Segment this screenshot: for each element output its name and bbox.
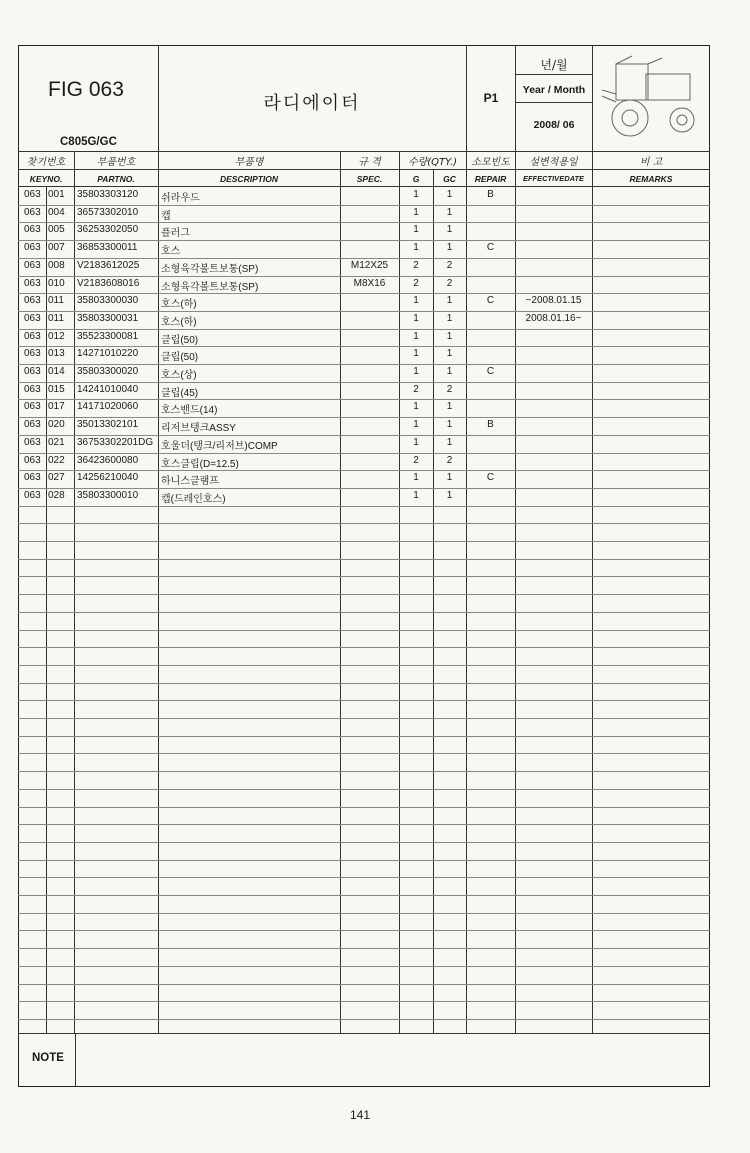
cell-repair: B [487,189,494,200]
cell-fig: 063 [24,277,41,289]
cell-spec: M8X16 [353,277,386,289]
cell-partno: 35803300010 [77,489,139,501]
cell-description: 호스(하) [161,299,197,311]
tractor-illustration [596,50,706,146]
table-row [18,470,710,488]
cell-partno: 35803303120 [77,189,139,200]
cell-fig: 063 [24,312,41,324]
table-row [18,364,710,382]
cell-partno: V2183612025 [77,259,140,271]
row-rule [18,789,710,790]
cell-keyno: 011 [48,312,64,324]
cell-description: 리저브탱크ASSY [161,423,236,435]
cell-fig: 063 [24,295,41,307]
cell-keyno: 022 [48,454,65,466]
cell-description: 하니스클램프 [161,476,219,488]
cell-description: 클립(45) [161,387,199,399]
cell-spec: M12X25 [350,259,389,271]
table-row [18,399,710,417]
cell-description: 호울더(탱크/리저브)COMP [161,440,278,452]
note-top-line [18,1033,710,1034]
table-row [18,311,710,329]
cell-qty-gc: 1 [446,224,453,236]
cell-qty-gc: 1 [446,436,453,448]
row-rule [18,930,710,931]
col-keyno-eng: KEYNO. [29,174,63,184]
col-spec-kor: 규 격 [358,157,381,168]
cell-partno: 14256210040 [77,472,139,484]
cell-qty-gc: 1 [446,366,453,377]
page-title: 라디에이터 [263,93,361,114]
row-rule [18,559,710,560]
row-rule [18,753,710,754]
cell-qty-g: 1 [413,224,419,236]
row-rule [18,594,710,595]
cell-qty-gc: 1 [446,348,453,360]
cell-qty-gc: 1 [446,295,453,307]
col-desc-eng: DESCRIPTION [219,174,279,184]
fig-label: FIG 063 [48,78,124,101]
table-row [18,205,710,223]
row-rule [18,842,710,843]
cell-description: 캡 [161,210,171,222]
year-month-value: 2008/ 06 [533,119,575,131]
cell-qty-gc: 2 [446,277,453,289]
cell-description: 캡(드레인호스) [161,493,226,505]
cell-qty-gc: 1 [446,419,453,431]
cell-partno: 35523300081 [77,330,139,342]
cell-qty-gc: 2 [446,259,453,271]
cell-partno: 14171020060 [77,401,139,413]
cell-keyno: 001 [48,189,65,200]
cell-description: 클립(50) [161,334,199,346]
cell-description: 쉬라우드 [161,193,200,204]
cell-keyno: 014 [48,366,65,377]
cell-fig: 063 [24,472,41,484]
row-rule [18,895,710,896]
table-row [18,346,710,364]
cell-description: 소형육각볼트보통(SP) [161,263,259,275]
cell-keyno: 015 [48,383,65,395]
col-partno-kor: 부품번호 [96,157,136,168]
cell-description: 호스클립(D=12.5) [161,458,239,470]
table-row [18,222,710,240]
cell-partno: 36753302201DG [77,436,154,448]
cell-keyno: 021 [48,436,65,448]
row-rule [18,736,710,737]
cell-qty-g: 1 [413,312,419,324]
cell-qty-gc: 1 [446,489,453,501]
cell-qty-g: 2 [413,383,419,395]
cell-partno: V2183608016 [77,277,140,289]
col-qty-kor: 수량(QTY.) [407,157,458,168]
table-row [18,187,710,205]
cell-fig: 063 [24,330,41,342]
row-rule [18,948,710,949]
row-rule [18,877,710,878]
table-row [18,382,710,400]
cell-qty-g: 2 [413,259,419,271]
cell-description: 소형육각볼트보통(SP) [161,281,259,293]
year-month-kor: 년/월 [540,58,568,72]
cell-fig: 063 [24,348,41,360]
model-label: C805G/GC [60,136,117,148]
cell-qty-g: 2 [413,454,419,466]
row-rule [18,523,710,524]
cell-partno: 36573302010 [77,206,139,218]
cell-fig: 063 [24,454,41,466]
row-rule [18,771,710,772]
row-rule [18,665,710,666]
cell-qty-g: 1 [413,189,419,200]
row-rule [18,576,710,577]
col-repair-eng: REPAIR [474,174,507,184]
cell-qty-g: 1 [413,348,419,360]
col-repair-kor: 소모빈도 [471,157,510,168]
cell-partno: 36853300011 [77,242,138,254]
table-row [18,435,710,453]
cell-partno: 35803300030 [77,295,139,307]
row-rule [18,630,710,631]
cell-description: 플러그 [161,228,190,240]
row-rule [18,1001,710,1002]
cell-fig: 063 [24,489,41,501]
cell-fig: 063 [24,242,41,254]
page-indicator: P1 [483,91,499,105]
cell-partno: 35803300020 [77,366,139,377]
cell-fig: 063 [24,401,41,413]
cell-fig: 063 [24,259,41,271]
table-row [18,293,710,311]
cell-keyno: 028 [48,489,65,501]
qty-divider [399,169,465,170]
cell-description: 호스밴드(14) [161,405,218,417]
cell-qty-g: 2 [413,277,419,289]
cell-repair: C [486,295,495,307]
cell-description: 호스(하) [161,316,197,328]
cell-description: 호스(상) [161,370,197,381]
year-month-divider-2 [515,102,592,103]
col-qty-gc: GC [443,174,456,184]
cell-qty-gc: 1 [446,330,453,342]
cell-qty-g: 1 [413,419,419,431]
cell-qty-g: 1 [413,366,419,377]
cell-keyno: 011 [48,295,64,307]
cell-keyno: 013 [48,348,65,360]
row-rule [18,807,710,808]
cell-qty-gc: 1 [446,312,453,324]
cell-repair: C [486,242,495,254]
cell-keyno: 017 [48,401,65,413]
cell-partno: 36253302050 [77,224,139,236]
col-qty-g: G [412,174,420,184]
column-header-mid-line [18,169,710,170]
cell-keyno: 012 [48,330,65,342]
cell-partno: 35803300031 [77,312,139,324]
year-month-divider-1 [515,74,592,75]
row-rule [18,1019,710,1020]
cell-qty-gc: 1 [446,206,453,218]
row-rule [18,612,710,613]
cell-repair: B [487,419,494,431]
col-partno-eng: PARTNO. [97,174,135,184]
year-month-eng: Year / Month [522,84,586,96]
row-rule [18,984,710,985]
cell-fig: 063 [24,419,41,431]
cell-repair: C [486,366,495,377]
cell-qty-g: 1 [413,489,419,501]
cell-qty-g: 1 [413,401,419,413]
row-rule [18,966,710,967]
table-row [18,453,710,471]
table-row [18,329,710,347]
cell-qty-gc: 2 [446,383,453,395]
note-divider [75,1033,76,1087]
cell-partno: 14241010040 [77,383,139,395]
cell-fig: 063 [24,383,41,395]
row-rule [18,647,710,648]
row-rule [18,860,710,861]
note-label: NOTE [32,1052,64,1064]
cell-keyno: 027 [48,472,65,484]
col-effective-eng: EFFECTIVEDATE [522,174,585,183]
cell-effective: ~2008.01.15 [525,295,582,307]
table-row [18,417,710,435]
row-rule [18,700,710,701]
table-row [18,240,710,258]
cell-qty-g: 1 [413,295,419,307]
page-number: 141 [349,1108,371,1122]
table-row [18,488,710,506]
cell-keyno: 008 [48,259,65,271]
cell-keyno: 004 [48,206,65,218]
cell-description: 호스 [161,246,181,258]
cell-keyno: 007 [48,242,65,254]
cell-effective: 2008.01.16~ [525,312,582,324]
cell-fig: 063 [24,436,41,448]
col-effective-kor: 설변적용일 [529,157,578,168]
cell-partno: 35013302101 [77,419,139,431]
row-rule [18,506,710,507]
cell-keyno: 020 [48,419,65,431]
cell-qty-g: 1 [413,436,419,448]
cell-qty-gc: 1 [446,401,453,413]
cell-qty-g: 1 [413,206,419,218]
row-rule [18,541,710,542]
row-rule [18,683,710,684]
cell-fig: 063 [24,224,41,236]
cell-qty-gc: 1 [446,472,453,484]
cell-description: 클립(50) [161,352,199,364]
header-bottom-line [18,151,710,152]
cell-qty-g: 1 [413,330,419,342]
cell-fig: 063 [24,366,41,377]
cell-keyno: 005 [48,224,65,236]
cell-keyno: 010 [48,277,65,289]
cell-qty-gc: 2 [446,454,453,466]
col-desc-kor: 부품명 [234,157,264,168]
cell-partno: 36423600080 [77,454,139,466]
cell-fig: 063 [24,206,41,218]
row-rule [18,913,710,914]
table-row [18,258,710,276]
row-rule [18,718,710,719]
cell-qty-g: 1 [413,472,419,484]
col-spec-eng: SPEC. [356,174,383,184]
cell-fig: 063 [24,189,41,200]
row-rule [18,824,710,825]
cell-partno: 14271010220 [77,348,139,360]
col-keyno-kor: 찾기번호 [26,157,66,168]
cell-qty-g: 1 [413,242,419,254]
col-remarks-kor: 비 고 [639,157,663,168]
cell-qty-gc: 1 [446,189,453,200]
col-remarks-eng: REMARKS [629,174,673,184]
cell-repair: C [486,472,495,484]
cell-qty-gc: 1 [446,242,453,254]
table-row [18,276,710,294]
